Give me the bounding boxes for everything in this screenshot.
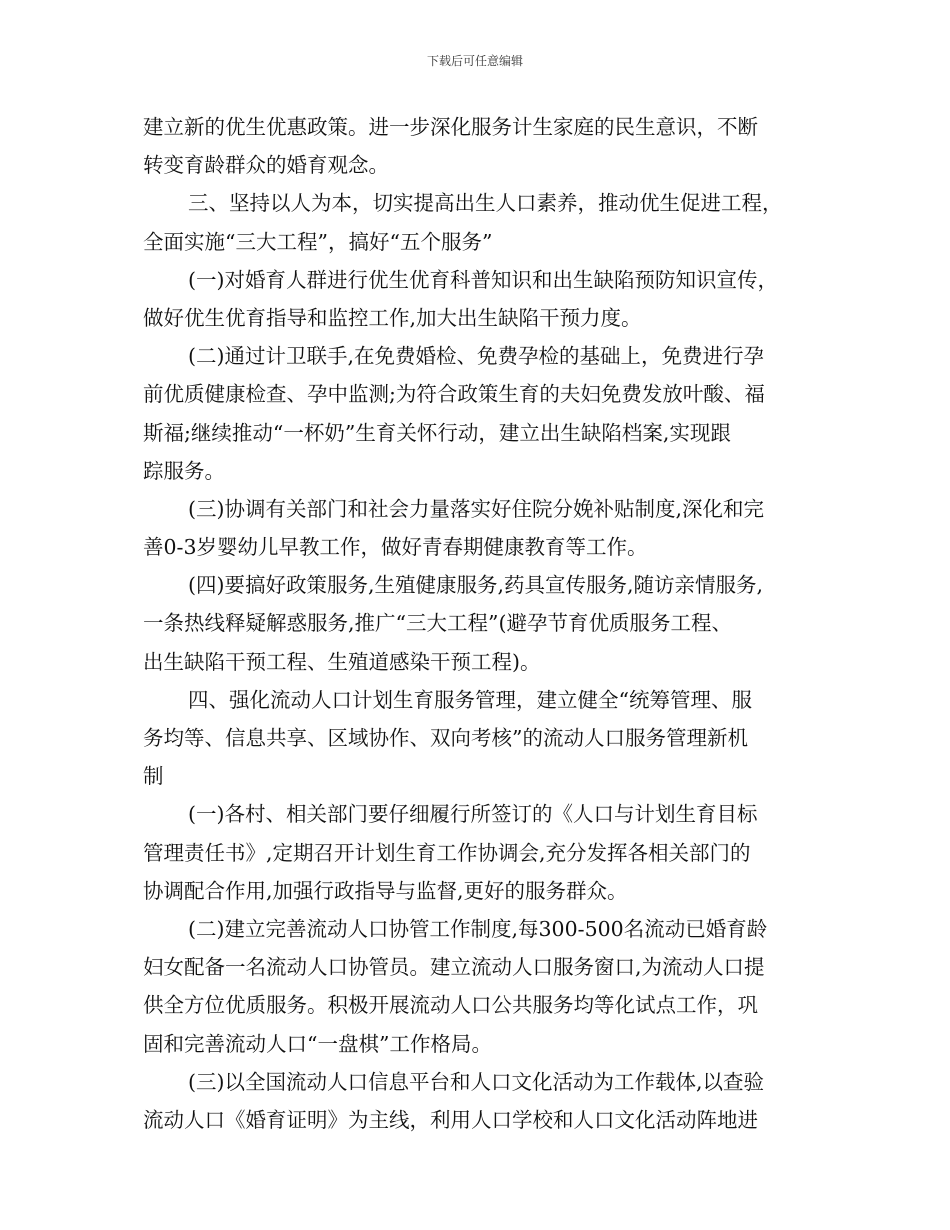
text-line: 转变育龄群众的婚育观念。 xyxy=(143,153,389,178)
text-line: 固和完善流动人口“一盘棋”工作格局。 xyxy=(143,1031,492,1056)
text-line: 出生缺陷干预工程、生殖道感染干预工程)。 xyxy=(143,649,541,674)
text-line: 四、强化流动人口计划生育服务管理，建立健全“统筹管理、服 xyxy=(188,687,752,712)
text-line: 全面实施“三大工程”，搞好“五个服务” xyxy=(143,229,493,254)
text-line: 妇女配备一名流动人口协管员。建立流动人口服务窗口,为流动人口提 xyxy=(143,955,765,980)
text-line: (一)对婚育人群进行优生优育科普知识和出生缺陷预防知识宣传， xyxy=(188,267,778,292)
text-line: 善0-3岁婴幼儿早教工作，做好青春期健康教育等工作。 xyxy=(143,535,648,560)
text-line: (四)要搞好政策服务,生殖健康服务,药具宣传服务,随访亲情服务, xyxy=(188,573,764,598)
document-body xyxy=(143,108,813,1139)
text-line: 做好优生优育指导和监控工作,加大出生缺陷干预力度。 xyxy=(143,305,642,330)
page-header: 下载后可任意编辑 xyxy=(426,54,523,68)
text-line: 三、坚持以人为本，切实提高出生人口素养，推动优生促进工程， xyxy=(188,191,783,216)
text-line: 供全方位优质服务。积极开展流动人口公共服务均等化试点工作，巩 xyxy=(143,993,758,1018)
text-line: 流动人口《婚育证明》为主线，利用人口学校和人口文化活动阵地进 xyxy=(143,1107,758,1132)
text-line: 斯福;继续推动“一杯奶”生育关怀行动，建立出生缺陷档案,实现跟 xyxy=(143,420,731,445)
text-line: 踪服务。 xyxy=(143,458,225,483)
text-line: 制 xyxy=(143,764,164,789)
text-line: 一条热线释疑解惑服务,推广“三大工程”(避孕节育优质服务工程、 xyxy=(143,611,732,636)
text-line: (三)以全国流动人口信息平台和人口文化活动为工作载体,以查验 xyxy=(188,1069,765,1094)
text-line: 前优质健康检查、孕中监测;为符合政策生育的夫妇免费发放叶酸、福 xyxy=(143,382,765,407)
text-line: 建立新的优生优惠政策。进一步深化服务计生家庭的民生意识，不断 xyxy=(143,115,758,139)
text-line: (三)协调有关部门和社会力量落实好住院分娩补贴制度,深化和完 xyxy=(188,496,765,521)
text-line: 协调配合作用,加强行政指导与监督,更好的服务群众。 xyxy=(143,878,628,903)
text-line: 管理责任书》,定期召开计划生育工作协调会,充分发挥各相关部门的 xyxy=(143,840,751,865)
text-line: (一)各村、相关部门要仔细履行所签订的《人口与计划生育目标 xyxy=(188,802,758,827)
text-line: (二)通过计卫联手,在免费婚检、免费孕检的基础上，免费进行孕 xyxy=(188,344,765,369)
text-line: 务均等、信息共享、区域协作、双向考核”的流动人口服务管理新机 xyxy=(143,726,748,750)
text-line: (二)建立完善流动人口协管工作制度,每300-500名流动已婚育龄 xyxy=(188,916,768,941)
